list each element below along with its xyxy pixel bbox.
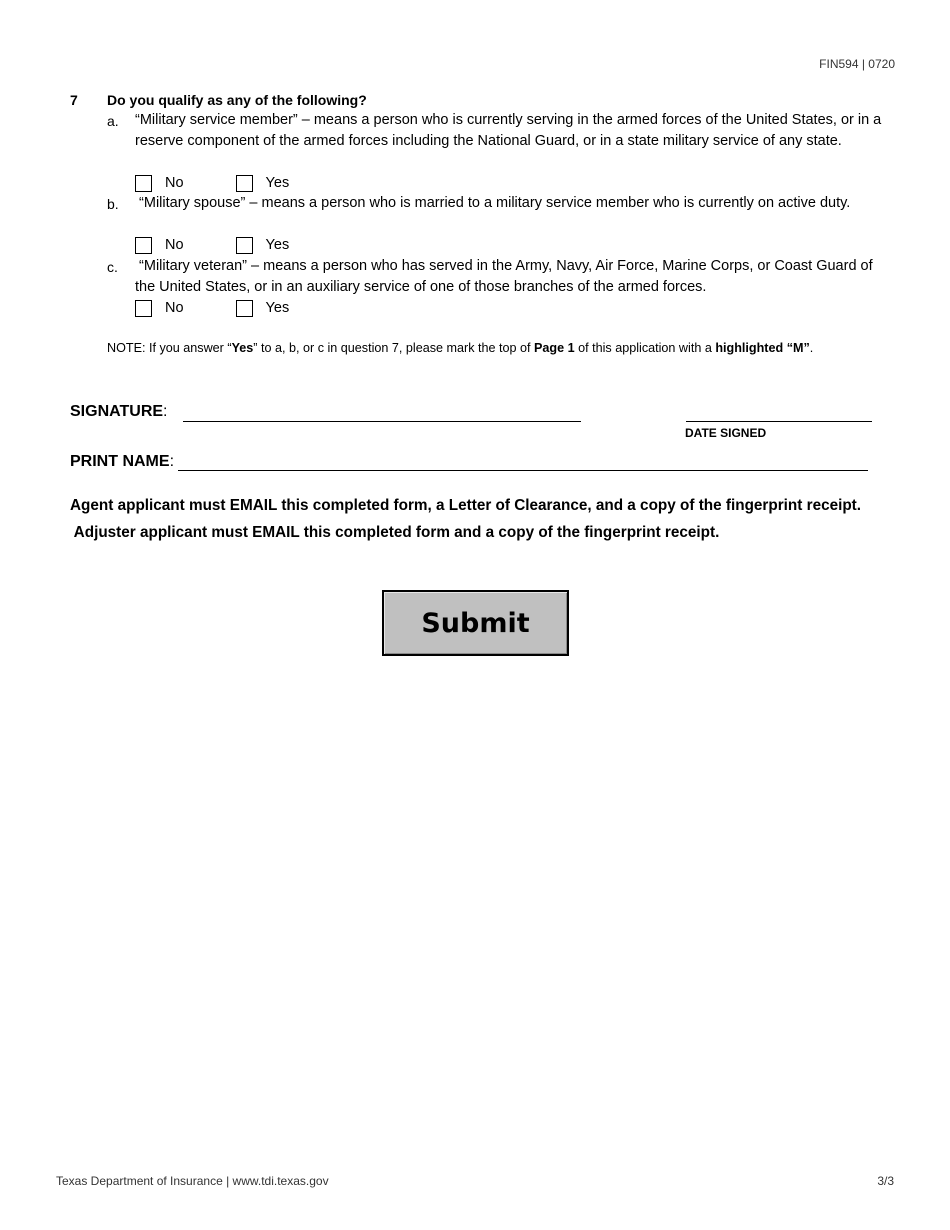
item-b-letter: b. <box>107 196 119 212</box>
footer-agency: Texas Department of Insurance | www.tdi.texas.gov <box>56 1174 329 1188</box>
note-suffix: . <box>809 341 814 355</box>
agent-instruction: Agent applicant must EMAIL this completed form, a Letter of Clearance, and a copy of the fingerprint receipt. <box>70 497 862 514</box>
item-b-yes-checkbox[interactable] <box>236 237 253 254</box>
item-b-no-label: No <box>165 237 184 253</box>
note <box>107 341 813 355</box>
item-c-yes-label: Yes <box>265 300 290 316</box>
date-signed-label: DATE SIGNED <box>685 426 767 440</box>
item-c-no-label: No <box>165 300 184 316</box>
item-c-options <box>135 298 289 318</box>
signature-line[interactable] <box>183 421 581 422</box>
question-number: 7 <box>70 92 78 108</box>
item-c-yes-checkbox[interactable] <box>236 300 253 317</box>
date-signed-line[interactable] <box>686 421 872 422</box>
item-a-yes-checkbox[interactable] <box>236 175 253 192</box>
item-a-letter: a. <box>107 113 119 129</box>
note-middle2: of this application with a <box>574 341 716 355</box>
note-yes: Yes <box>231 341 254 355</box>
note-prefix: NOTE: If you answer “ <box>107 341 232 355</box>
item-c-text: “Military veteran” – means a person who has served in the Army, Navy, Air Force, Marine Corps, or Coast Guard of the United States, or in an auxiliary service of one of those branches of the armed forces. <box>135 258 881 295</box>
adjuster-instruction: Adjuster applicant must EMAIL this completed form and a copy of the fingerprint receipt. <box>70 524 720 541</box>
item-a-no-checkbox[interactable] <box>135 175 152 192</box>
item-b-no-checkbox[interactable] <box>135 237 152 254</box>
form-id: FIN594 | 0720 <box>819 57 895 71</box>
item-b-yes-label: Yes <box>265 237 290 253</box>
question-text: Do you qualify as any of the following? <box>107 92 367 108</box>
item-a-options <box>135 173 289 193</box>
item-b-text: “Military spouse” – means a person who is married to a military service member who is currently on active duty. <box>135 195 851 211</box>
submit-button[interactable]: Submit <box>382 590 569 656</box>
item-a-yes-label: Yes <box>265 175 290 191</box>
item-a-no-label: No <box>165 175 184 191</box>
item-c-letter: c. <box>107 259 118 275</box>
signature-label: SIGNATURE: <box>70 403 168 420</box>
item-a-text: “Military service member” – means a person who is currently serving in the armed forces of the United States, or in a reserve component of the armed forces including the National Guard, or in a state military service of any state. <box>135 112 882 149</box>
note-page: Page 1 <box>534 341 575 355</box>
note-middle: ” to a, b, or c in question 7, please mark the top of <box>253 341 535 355</box>
item-b-options <box>135 235 289 255</box>
note-highlight: highlighted “M” <box>715 341 810 355</box>
page-number: 3/3 <box>877 1174 894 1188</box>
item-c-no-checkbox[interactable] <box>135 300 152 317</box>
print-name-line[interactable] <box>178 470 868 471</box>
print-name-label: PRINT NAME: <box>70 453 175 470</box>
